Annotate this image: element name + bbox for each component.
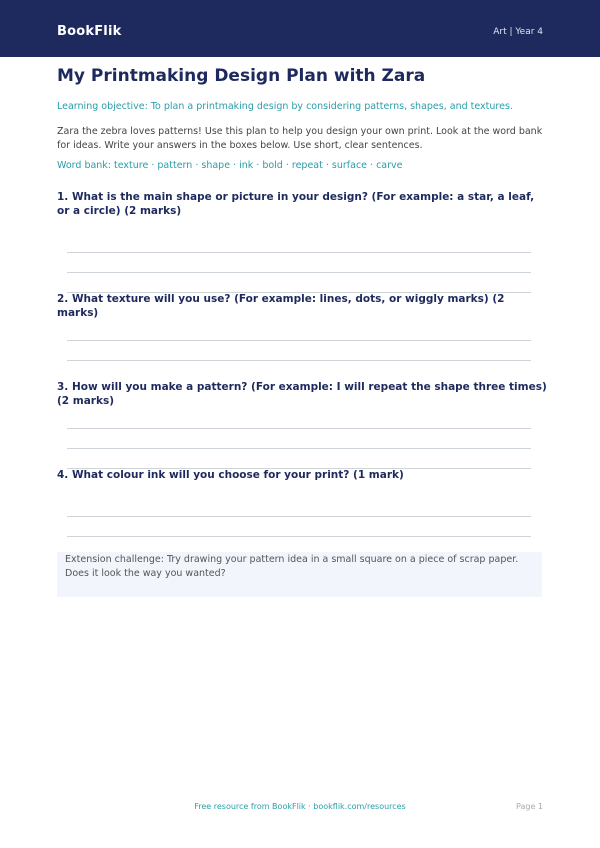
learning-objective: Learning objective: To plan a printmaking design by considering patterns, shapes, and textures. — [57, 101, 513, 112]
extension-text: Extension challenge: Try drawing your pattern idea in a small square on a piece of scrap paper. Does it look the way you wanted? — [65, 554, 519, 579]
answer-line-4a[interactable] — [67, 516, 531, 517]
question-3: 3. How will you make a pattern? (For example: I will repeat the shape three times) (2 marks) — [57, 381, 547, 407]
answer-line-2b[interactable] — [67, 360, 531, 361]
page-number: Page 1 — [516, 802, 543, 811]
answer-line-3a[interactable] — [67, 428, 531, 429]
subject-year-label: Art | Year 4 — [493, 27, 543, 37]
header-bar — [0, 0, 600, 57]
brand-logo[interactable]: BookFlik — [57, 24, 122, 39]
answer-line-4b[interactable] — [67, 536, 531, 537]
footer-link[interactable]: Free resource from BookFlik · bookflik.com/resources — [194, 802, 406, 811]
question-1: 1. What is the main shape or picture in your design? (For example: a star, a leaf, or a circle) (2 marks) — [57, 191, 535, 217]
answer-line-1a[interactable] — [67, 252, 531, 253]
word-bank: Word bank: texture · pattern · shape · ink · bold · repeat · surface · carve — [57, 160, 403, 171]
intro-text: Zara the zebra loves patterns! Use this plan to help you design your own print. Look at the word bank for ideas. Write your answers in the boxes below. Use short, clear sentences. — [57, 126, 543, 151]
answer-line-1b[interactable] — [67, 272, 531, 273]
answer-line-3b[interactable] — [67, 448, 531, 449]
page-title: My Printmaking Design Plan with Zara — [57, 66, 426, 86]
answer-line-2a[interactable] — [67, 340, 531, 341]
question-4: 4. What colour ink will you choose for your print? (1 mark) — [57, 469, 404, 481]
question-2: 2. What texture will you use? (For example: lines, dots, or wiggly marks) (2 marks) — [57, 293, 505, 319]
extension-challenge-box — [57, 552, 542, 597]
